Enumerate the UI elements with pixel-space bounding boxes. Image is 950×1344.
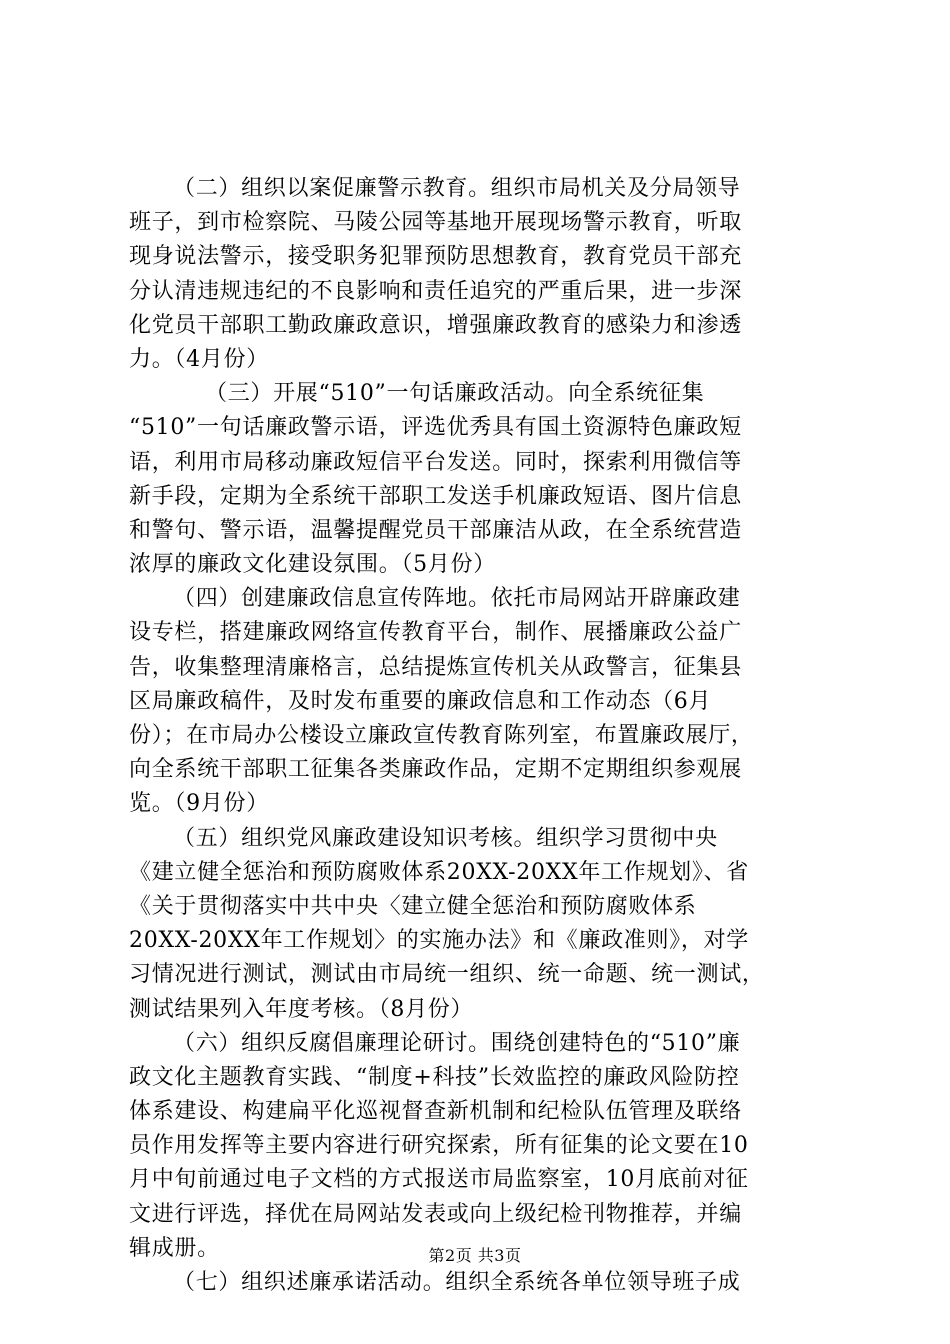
- text-line: 文进行评选，择优在局网站发表或向上级纪检刊物推荐，并编: [129, 1201, 742, 1227]
- text-line: 测试结果列入年度考核。（8月份）: [129, 996, 474, 1022]
- paragraph-7: [129, 1266, 829, 1300]
- text-line: 化党员干部职工勤政廉政意识，增强廉政教育的感染力和渗透: [129, 312, 742, 338]
- text-line: 力。（4月份）: [129, 346, 269, 372]
- text-line: 浓厚的廉政文化建设氛围。（5月份）: [129, 552, 496, 578]
- text-line: 区局廉政稿件，及时发布重要的廉政信息和工作动态（6月: [129, 688, 712, 714]
- text-line: 语，利用市局移动廉政短信平台发送。同时，探索利用微信等: [129, 449, 742, 475]
- text-line: 份）；在市局办公楼设立廉政宣传教育陈列室，布置廉政展厅，: [129, 723, 754, 748]
- text-line: 和警句、警示语，温馨提醒党员干部廉洁从政，在全系统营造: [129, 517, 742, 543]
- paragraph-4: [129, 582, 829, 821]
- text-line: （五）组织党风廉政建设知识考核。组织学习贯彻中央: [173, 825, 718, 851]
- text-line: 新手段，定期为全系统干部职工发送手机廉政短语、图片信息: [129, 483, 742, 509]
- text-line: 政文化主题教育实践、“制度+科技”长效监控的廉政风险防控: [129, 1064, 740, 1090]
- text-line: （四）创建廉政信息宣传阵地。依托市局网站开辟廉政建: [173, 586, 741, 612]
- text-line: 分认清违规违纪的不良影响和责任追究的严重后果，进一步深: [129, 278, 742, 304]
- text-line: 现身说法警示，接受职务犯罪预防思想教育，教育党员干部充: [129, 244, 742, 270]
- text-line: 告，收集整理清廉格言，总结提炼宣传机关从政警言，征集县: [129, 654, 742, 680]
- text-line: 辑成册。: [129, 1235, 220, 1261]
- text-line: “510”一句话廉政警示语，评选优秀具有国土资源特色廉政短: [129, 415, 742, 441]
- text-line: 月中旬前通过电子文档的方式报送市局监察室，10月底前对征: [129, 1167, 749, 1193]
- paragraph-3: [129, 377, 829, 582]
- text-line: 《建立健全惩治和预防腐败体系20XX-20XX年工作规划》、省: [129, 859, 749, 885]
- text-line: 习情况进行测试，测试由市局统一组织、统一命题、统一测试，: [129, 962, 765, 988]
- paragraph-5: [129, 822, 829, 1027]
- text-line: （六）组织反腐倡廉理论研讨。围绕创建特色的“510”廉: [173, 1030, 741, 1056]
- text-line: 班子，到市检察院、马陵公园等基地开展现场警示教育，听取: [129, 210, 742, 236]
- text-line: 员作用发挥等主要内容进行研究探索，所有征集的论文要在10: [129, 1133, 749, 1159]
- text-line: 设专栏，搭建廉政网络宣传教育平台，制作、展播廉政公益广: [129, 620, 742, 646]
- text-line: 览。（9月份）: [129, 791, 269, 817]
- paragraph-6: [129, 1027, 829, 1266]
- text-line: 体系建设、构建扁平化巡视督查新机制和纪检队伍管理及联络: [129, 1099, 742, 1125]
- paragraph-2: [129, 172, 829, 377]
- text-line: （七）组织述廉承诺活动。组织全系统各单位领导班子成: [173, 1270, 741, 1295]
- text-line: （二）组织以案促廉警示教育。组织市局机关及分局领导: [173, 176, 741, 201]
- text-line: 《关于贯彻落实中共中央〈建立健全惩治和预防腐败体系: [129, 893, 697, 919]
- page-footer: 第2页 共3页: [428, 1246, 522, 1265]
- text-line: 20XX-20XX年工作规划〉的实施办法》和《廉政准则》，对学: [129, 928, 749, 954]
- text-line: （三）开展“510”一句话廉政活动。向全系统征集: [205, 381, 705, 407]
- document-body: [129, 172, 829, 1300]
- text-line: 向全系统干部职工征集各类廉政作品，定期不定期组织参观展: [129, 757, 742, 783]
